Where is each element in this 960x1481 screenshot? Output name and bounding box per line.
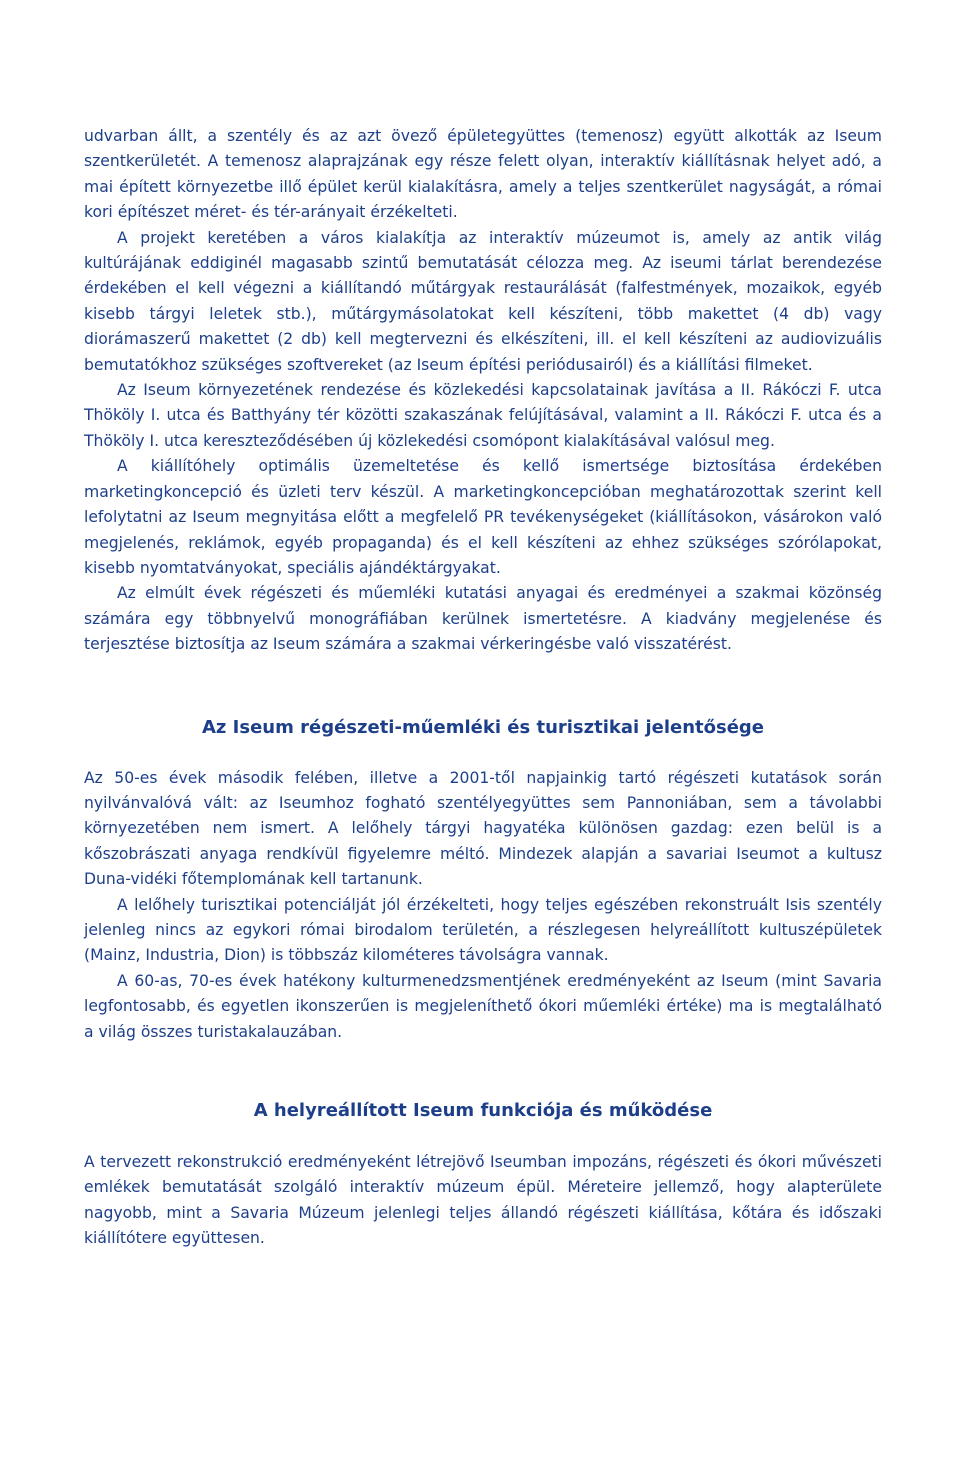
document-page bbox=[84, 124, 882, 1252]
paragraph-monograph: Az elmúlt évek régészeti és műemléki kutatási anyagai és eredményei a szakmai közönség számára egy többnyelvű monográfiában kerülnek ismertetésre. A kiadvány megjelenése és terjesztése biztosítja az Iseum számára a szakmai vérkeringésbe való visszatérést. bbox=[84, 584, 882, 654]
paragraph-interactive-museum: A projekt keretében a város kialakítja az interaktív múzeumot is, amely az antik világ kultúrájának eddiginél magasabb szintű bemutatását célozza meg. Az iseumi tárlat berendezése érdekében el kell végezni a kiállítandó műtárgyak restaurálását (falfestmények, mozaikok, egyéb kisebb tárgyi leletek stb.), műtárgymásolatokat kell készíteni, több makettet (4 db) vagy diorámaszerű makettet (2 db) kell megtervezni és elkészíteni, ill. el kell készíteni az audiovizuális bemutatókhoz szükséges szoftvereket (az Iseum építési periódusairól) és a kiállítási filmeket. bbox=[84, 228, 882, 374]
paragraph-environment: Az Iseum környezetének rendezése és közlekedési kapcsolatainak javítása a II. Rákóczi F. utca Thököly I. utca és Batthyány tér közötti szakaszának felújításával, valamint a II. Rákóczi F. utca és a Thököly I. utca kereszteződésében új közlekedési csomópont kialakításával valósul meg. bbox=[84, 381, 882, 450]
paragraph-marketing: A kiállítóhely optimális üzemeltetése és kellő ismertsége biztosítása érdekében marketingkoncepció és üzleti terv készül. A marketingkoncepcióban meghatározottak szerint kell lefolytatni az Iseum megnyitása előtt a megfelelő PR tevékenységeket (kiállításokon, vásárokon való megjelenés, reklámok, egyéb propaganda) és el kell készíteni az ehhez szükséges szórólapokat, kisebb nyomtatványokat, speciális ajándéktárgyakat. bbox=[84, 457, 882, 577]
paragraph-continuation: udvarban állt, a szentély és az azt övező épületegyüttes (temenosz) együtt alkották az Iseum szentkerületét. A temenosz alaprajzának egy része felett olyan, interaktív kiállításnak helyet adó, a mai épített környezetbe illő épület kerül kialakításra, amely a teljes szentkerület nagyságát, a római kori építészet méret- és tér-arányait érzékelteti. bbox=[84, 127, 882, 222]
section-heading-function: A helyreállított Iseum funkciója és működése bbox=[253, 1100, 713, 1121]
paragraph-research: Az 50-es évek második felében, illetve a 2001-től napjainkig tartó régészeti kutatások során nyilvánvalóvá vált: az Iseumhoz fogható szentélyegyüttes sem Pannoniában, sem a távolabbi környezetében nem ismert. A lelőhely tárgyi hagyatéka különösen gazdag: ezen belül is a kőszobrászati anyaga rendkívül figyelemre méltó. Mindezek alapján a savariai Iseumot a kultusz Duna-vidéki főtemplomának kell tartanunk. bbox=[84, 768, 882, 889]
paragraph-tourism-potential: A lelőhely turisztikai potenciálját jól érzékelteti, hogy teljes egészében rekonstruált Isis szentély jelenleg nincs az egykori római birodalom területén, a részlegesen helyreállított kultuszépületek (Mainz, Industria, Dion) is többszáz kilométeres távolságra vannak. bbox=[84, 895, 882, 965]
section-heading-significance: Az Iseum régészeti-műemléki és turisztikai jelentősége bbox=[202, 716, 764, 738]
paragraph-reconstruction: A tervezett rekonstrukció eredményeként létrejövő Iseumban impozáns, régészeti és ókori művészeti emlékek bemutatását szolgáló interaktív múzeum épül. Méreteire jellemző, hogy alapterülete nagyobb, mint a Savaria Múzeum jelenlegi teljes állandó régészeti kiállítása, kőtára és időszaki kiállítótere együttesen. bbox=[84, 1153, 882, 1248]
paragraph-culture-management: A 60-as, 70-es évek hatékony kulturmenedzsmentjének eredményeként az Iseum (mint Savaria legfontosabb, és egyetlen ikonszerűen is megjeleníthető ókori műemléki értéke) ma is megtalálható a világ összes turistakalauzában. bbox=[84, 971, 882, 1041]
